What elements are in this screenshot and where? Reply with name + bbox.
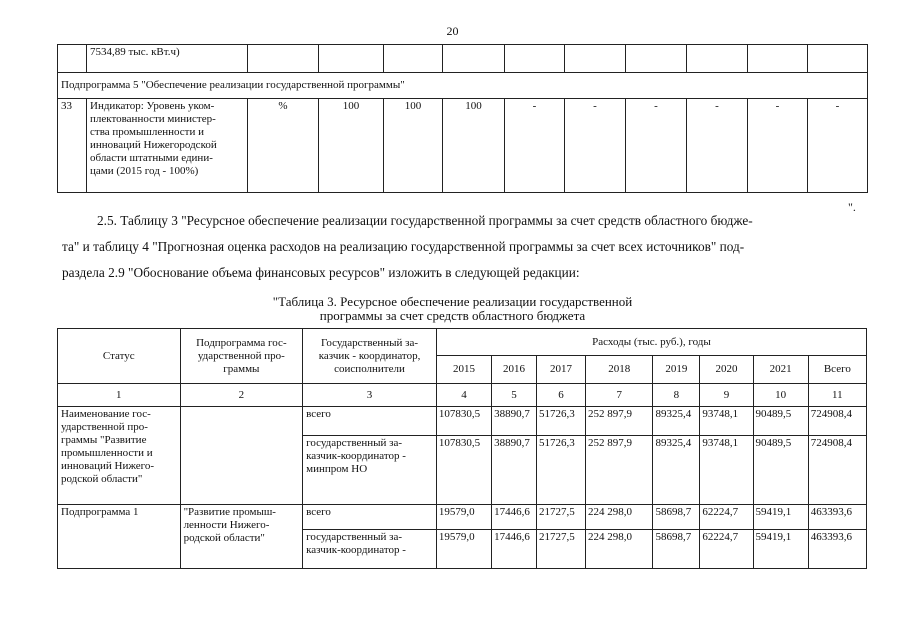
value-cell: 21727,5 (537, 505, 586, 530)
unit-cell: % (248, 99, 319, 193)
table-row (58, 73, 868, 99)
indicator-description (87, 99, 248, 193)
value-cell: 21727,5 (537, 530, 586, 569)
text-line: минпром НО (306, 463, 368, 475)
value-cell: 89325,4 (653, 407, 700, 436)
customer-cell (303, 530, 437, 569)
text-line: Государственный за- (320, 336, 419, 349)
column-index: 3 (303, 384, 437, 407)
value-cell: 107830,5 (436, 436, 491, 505)
text-line: граммы (223, 362, 260, 375)
table-row (58, 45, 868, 73)
text-line: ударственной про- (61, 421, 148, 433)
value-cell: 59419,1 (753, 505, 808, 530)
value-cell: 38890,7 (492, 436, 537, 505)
expenses-header: Расходы (тыс. руб.), годы (436, 329, 866, 356)
text-line: государственный за- (306, 437, 403, 449)
year-header: 2020 (700, 356, 753, 384)
paragraph-line: та" и таблицу 4 "Прогнозная оценка расходов на реализацию государственной программы за счет всех источников" под- (62, 239, 745, 254)
customer-cell: всего (303, 407, 437, 436)
indicators-table-continued (57, 44, 868, 193)
column-index: 2 (180, 384, 303, 407)
value-cell: - (808, 99, 868, 193)
value-cell: 89325,4 (653, 436, 700, 505)
text-line: ленности Нижего- (183, 519, 270, 531)
total-header: Всего (808, 356, 866, 384)
header-row (58, 329, 867, 356)
row-number: 33 (58, 99, 87, 193)
subprogram-cell (180, 407, 303, 505)
value-cell: 252 897,9 (586, 407, 653, 436)
year-header: 2015 (436, 356, 491, 384)
value-cell: - (565, 99, 626, 193)
column-index: 6 (537, 384, 586, 407)
value-cell: 90489,5 (753, 436, 808, 505)
value-cell: 107830,5 (436, 407, 491, 436)
text-line: Подпрограмма гос- (196, 336, 287, 349)
value-cell: 224 298,0 (586, 530, 653, 569)
year-header: 2016 (492, 356, 537, 384)
value-cell: 19579,0 (436, 530, 491, 569)
table-title: "Таблица 3. Ресурсное обеспечение реализации государственной (272, 294, 633, 309)
value-cell: 252 897,9 (586, 436, 653, 505)
text-line: ства промышленности и (90, 126, 205, 138)
value-cell: 58698,7 (653, 505, 700, 530)
value-cell: 100 (319, 99, 384, 193)
value-cell: 51726,3 (537, 436, 586, 505)
text-line: Наименование гос- (61, 408, 151, 420)
value-cell: 90489,5 (753, 407, 808, 436)
year-header: 2019 (653, 356, 700, 384)
value-cell: - (748, 99, 808, 193)
column-index: 9 (700, 384, 753, 407)
text-line: граммы "Развитие (61, 434, 147, 446)
text-line: инноваций Нижегородской (90, 139, 217, 151)
value-cell: 224 298,0 (586, 505, 653, 530)
subprogram-header (180, 329, 303, 384)
value-cell: 100 (443, 99, 505, 193)
paragraph-line: 2.5. Таблицу 3 "Ресурсное обеспечение реализации государственной программы за счет средств областного бюдже- (97, 213, 753, 228)
value-cell: - (687, 99, 748, 193)
value-cell: 17446,6 (492, 530, 537, 569)
customer-cell (303, 436, 437, 505)
text-line: соисполнители (334, 362, 405, 375)
value-cell: 59419,1 (753, 530, 808, 569)
text-line: Индикатор: Уровень уком- (90, 100, 215, 112)
customer-header (303, 329, 437, 384)
text-line: "Развитие промыш- (183, 506, 276, 518)
paragraph-line: раздела 2.9 "Обоснование объема финансовых ресурсов" изложить в следующей редакции: (62, 265, 580, 280)
status-cell: Подпрограмма 1 (58, 505, 181, 569)
customer-cell: всего (303, 505, 437, 530)
value-cell: 19579,0 (436, 505, 491, 530)
subprogram-5-heading: Подпрограмма 5 "Обеспечение реализации государственной программы" (58, 73, 868, 99)
text-line: плектованности министер- (90, 113, 216, 125)
column-index: 11 (808, 384, 866, 407)
value-cell: 17446,6 (492, 505, 537, 530)
value-cell: 100 (384, 99, 443, 193)
column-index: 1 (58, 384, 181, 407)
value-cell: 62224,7 (700, 505, 753, 530)
value-cell: 51726,3 (537, 407, 586, 436)
table-row (58, 99, 868, 193)
column-index-row (58, 384, 867, 407)
status-cell (58, 407, 181, 505)
value-cell: 58698,7 (653, 530, 700, 569)
value-cell: 724908,4 (808, 436, 866, 505)
text-line: области штатными едини- (90, 152, 213, 164)
year-header: 2021 (753, 356, 808, 384)
value-cell: - (626, 99, 687, 193)
year-header: 2017 (537, 356, 586, 384)
value-cell: 62224,7 (700, 530, 753, 569)
closing-quote: ". (848, 200, 856, 214)
subprogram-cell (180, 505, 303, 569)
table-row (58, 505, 867, 530)
text-line: казчик-координатор - (306, 450, 406, 462)
text-line: казчик - координатор, (318, 349, 421, 362)
text-line: инноваций Нижего- (61, 460, 155, 472)
column-index: 5 (492, 384, 537, 407)
table-title: программы за счет средств областного бюджета (319, 308, 586, 323)
indicator-cell: 7534,89 тыс. кВт.ч) (87, 45, 248, 73)
text-line: родской области" (183, 532, 265, 544)
text-line: родской области" (61, 473, 143, 485)
text-line: цами (2015 год - 100%) (90, 165, 199, 177)
value-cell: - (505, 99, 565, 193)
column-index: 8 (653, 384, 700, 407)
status-header: Статус (58, 329, 181, 384)
year-header: 2018 (586, 356, 653, 384)
text-line: казчик-координатор - (306, 544, 406, 556)
column-index: 10 (753, 384, 808, 407)
column-index: 4 (436, 384, 491, 407)
column-index: 7 (586, 384, 653, 407)
resource-table (57, 328, 867, 569)
value-cell: 463393,6 (808, 505, 866, 530)
page-number: 20 (446, 24, 459, 38)
value-cell: 38890,7 (492, 407, 537, 436)
text-line: ударственной про- (197, 349, 285, 362)
value-cell: 463393,6 (808, 530, 866, 569)
text-line: государственный за- (306, 531, 403, 543)
value-cell: 93748,1 (700, 407, 753, 436)
text-line: промышленности и (61, 447, 153, 459)
value-cell: 93748,1 (700, 436, 753, 505)
value-cell: 724908,4 (808, 407, 866, 436)
table-row (58, 407, 867, 436)
